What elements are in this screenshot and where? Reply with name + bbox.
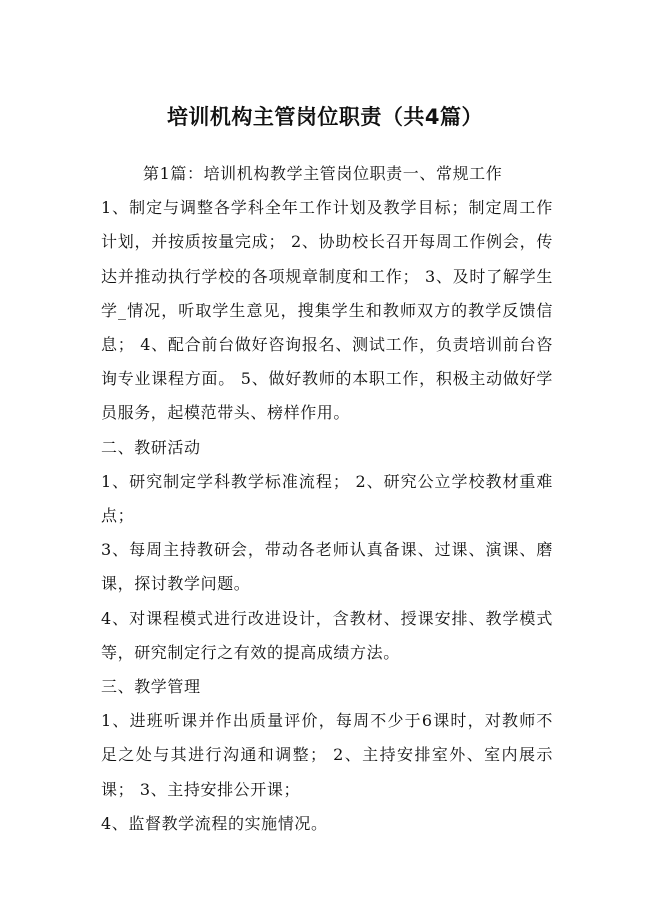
document-body (101, 157, 553, 841)
paragraph-research-1: 1、研究制定学科教学标准流程； 2、研究公立学校教材重难点； (101, 471, 553, 526)
paragraph-routine-work: 1、制定与调整各学科全年工作计划及教学目标；制定周工作计划，并按质按量完成； 2、协助校长召开每周工作例会，传达并推动执行学校的各项规章制度和工作； 3、及时了解学生学_情况，听取学生意见，搜集学生和教师双方的教学反馈信息； 4、配合前台做好咨询报名、测试工作，负责培训前台咨询专业课程方面。 5、做好教师的本职工作，积极主动做好学员服务，起模范带头、榜样作用。 (101, 198, 553, 423)
paragraph-research-3: 4、对课程模式进行改进设计，含教材、授课安排、教学模式等，研究制定行之有效的提高成绩方法。 (101, 608, 553, 662)
paragraph-research-2: 3、每周主持教研会，带动各老师认真备课、过课、演课、磨课，探讨教学问题。 (101, 540, 553, 594)
paragraph-management-1: 1、进班听课并作出质量评价，每周不少于6课时，对教师不足之处与其进行沟通和调整； 2、主持安排室外、室内展示课； 3、主持安排公开课； (101, 711, 553, 799)
document-title: 培训机构主管岗位职责（共4篇） (166, 105, 484, 129)
section-heading-management: 三、教学管理 (101, 677, 201, 697)
paragraph-management-2: 4、监督教学流程的实施情况。 (101, 813, 328, 833)
article-heading: 第1篇：培训机构教学主管岗位职责一、常规工作 (143, 164, 503, 183)
section-heading-research: 二、教研活动 (101, 437, 201, 457)
